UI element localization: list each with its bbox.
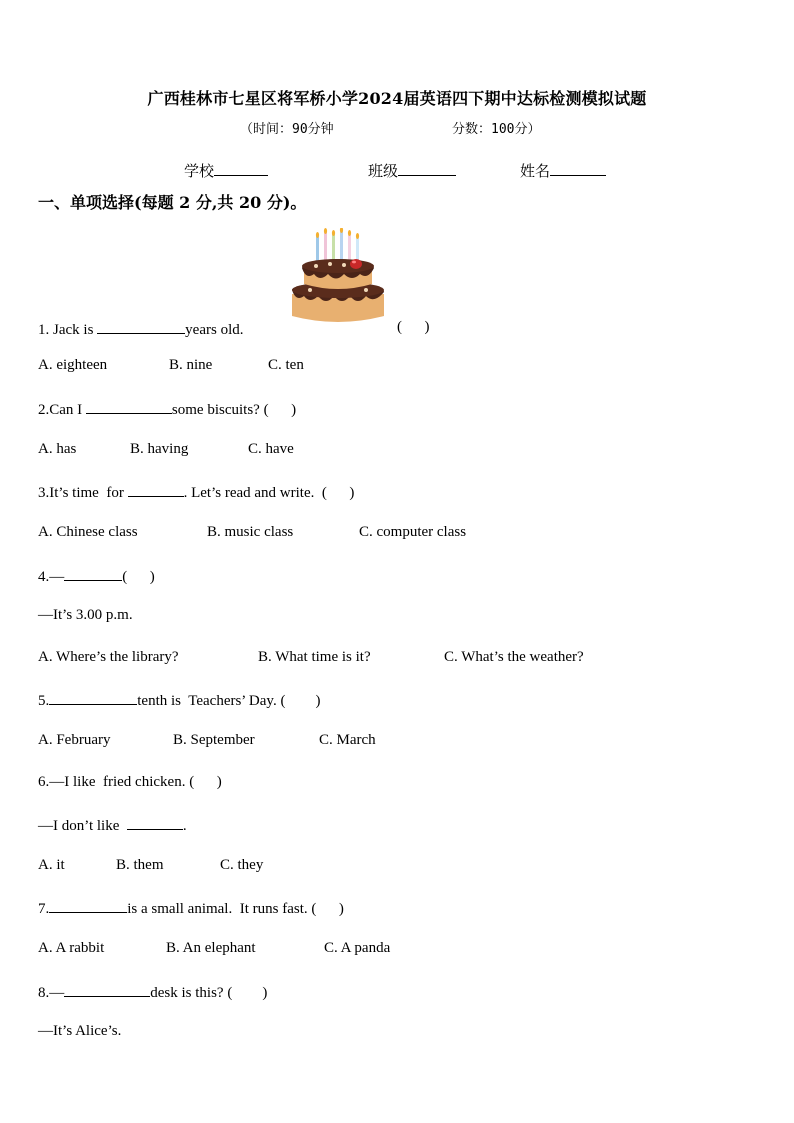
q2-text-start: 2.Can I (38, 402, 86, 418)
q6-answer-blank[interactable] (127, 815, 183, 830)
q6-option-c[interactable]: C. they (220, 857, 264, 873)
birthday-cake-image (286, 228, 390, 328)
q6-option-b[interactable]: B. them (116, 857, 164, 873)
q7-text-end: is a small animal. It runs fast. ( ) (127, 901, 344, 917)
q5-text-end: tenth is Teachers’ Day. ( ) (137, 693, 321, 709)
class-blank[interactable] (398, 161, 456, 176)
q5-option-a[interactable]: A. February (38, 732, 111, 748)
school-field (184, 160, 268, 181)
q7-option-c[interactable]: C. A panda (324, 940, 391, 956)
name-blank[interactable] (550, 161, 606, 176)
q1-text-start: 1. Jack is (38, 322, 98, 338)
q8-answer-line: —It’s Alice’s. (38, 1023, 122, 1039)
school-label: 学校 (184, 162, 215, 180)
section-heading: 一、单项选择(每题 2 分,共 20 分)。 (38, 193, 307, 212)
q7-option-b[interactable]: B. An elephant (166, 940, 256, 956)
q7-text-start: 7. (38, 901, 50, 917)
q7-option-a[interactable]: A. A rabbit (38, 940, 105, 956)
q3-option-a[interactable]: A. Chinese class (38, 524, 138, 540)
q8-text-end: desk is this? ( ) (150, 985, 268, 1001)
school-blank[interactable] (214, 161, 268, 176)
q1-answer-blank[interactable] (97, 319, 185, 334)
name-label: 姓名 (520, 162, 551, 180)
q6-text-start: —I don’t like (38, 818, 127, 834)
q5-option-b[interactable]: B. September (173, 732, 255, 748)
question-5 (38, 690, 320, 710)
q2-answer-blank[interactable] (86, 399, 172, 414)
q2-option-a[interactable]: A. has (38, 441, 77, 457)
q4-answer-line: —It’s 3.00 p.m. (38, 607, 133, 623)
q5-text-start: 5. (38, 693, 50, 709)
question-4 (38, 566, 155, 586)
q4-text-start: 4.— (38, 569, 65, 585)
q1-option-b[interactable]: B. nine (169, 357, 213, 373)
q1-text-end: years old. (185, 322, 244, 338)
q2-option-b[interactable]: B. having (130, 441, 189, 457)
q8-text-start: 8.— (38, 985, 65, 1001)
q5-answer-blank[interactable] (49, 690, 137, 705)
question-2 (38, 399, 296, 419)
q4-text-end: ( ) (122, 569, 155, 585)
q1-answer-paren[interactable]: ( ) (397, 319, 430, 335)
q1-option-c[interactable]: C. ten (268, 357, 304, 373)
q4-answer-blank[interactable] (64, 566, 122, 581)
class-field (368, 160, 456, 181)
question-3 (38, 482, 354, 502)
q1-option-a[interactable]: A. eighteen (38, 357, 108, 373)
question-8 (38, 982, 267, 1002)
q4-option-a[interactable]: A. Where’s the library? (38, 649, 179, 665)
q6-option-a[interactable]: A. it (38, 857, 65, 873)
q2-option-c[interactable]: C. have (248, 441, 294, 457)
q6-text-end: . (182, 818, 187, 834)
question-7 (38, 898, 344, 918)
name-field (520, 160, 606, 181)
question-1 (38, 319, 244, 339)
q7-answer-blank[interactable] (49, 898, 127, 913)
q3-text-start: 3.It’s time for (38, 485, 128, 501)
q2-text-end: some biscuits? ( ) (171, 402, 297, 418)
question-6: 6.—I like fried chicken. ( ) (38, 774, 222, 790)
q3-text-end: . Let’s read and write. ( ) (183, 485, 355, 501)
q5-option-c[interactable]: C. March (319, 732, 376, 748)
q8-answer-blank[interactable] (64, 982, 150, 997)
q4-option-b[interactable]: B. What time is it? (258, 649, 371, 665)
class-label: 班级 (368, 162, 399, 180)
q3-option-c[interactable]: C. computer class (359, 524, 467, 540)
q3-answer-blank[interactable] (128, 482, 184, 497)
exam-time: （时间：90分钟 (240, 122, 334, 137)
exam-score: 分数：100分） (452, 122, 541, 137)
exam-title: 广西桂林市七星区将军桥小学2024届英语四下期中达标检测模拟试题 (147, 89, 647, 108)
q4-option-c[interactable]: C. What’s the weather? (444, 649, 584, 665)
q6-reply-line (38, 815, 187, 835)
q3-option-b[interactable]: B. music class (207, 524, 294, 540)
